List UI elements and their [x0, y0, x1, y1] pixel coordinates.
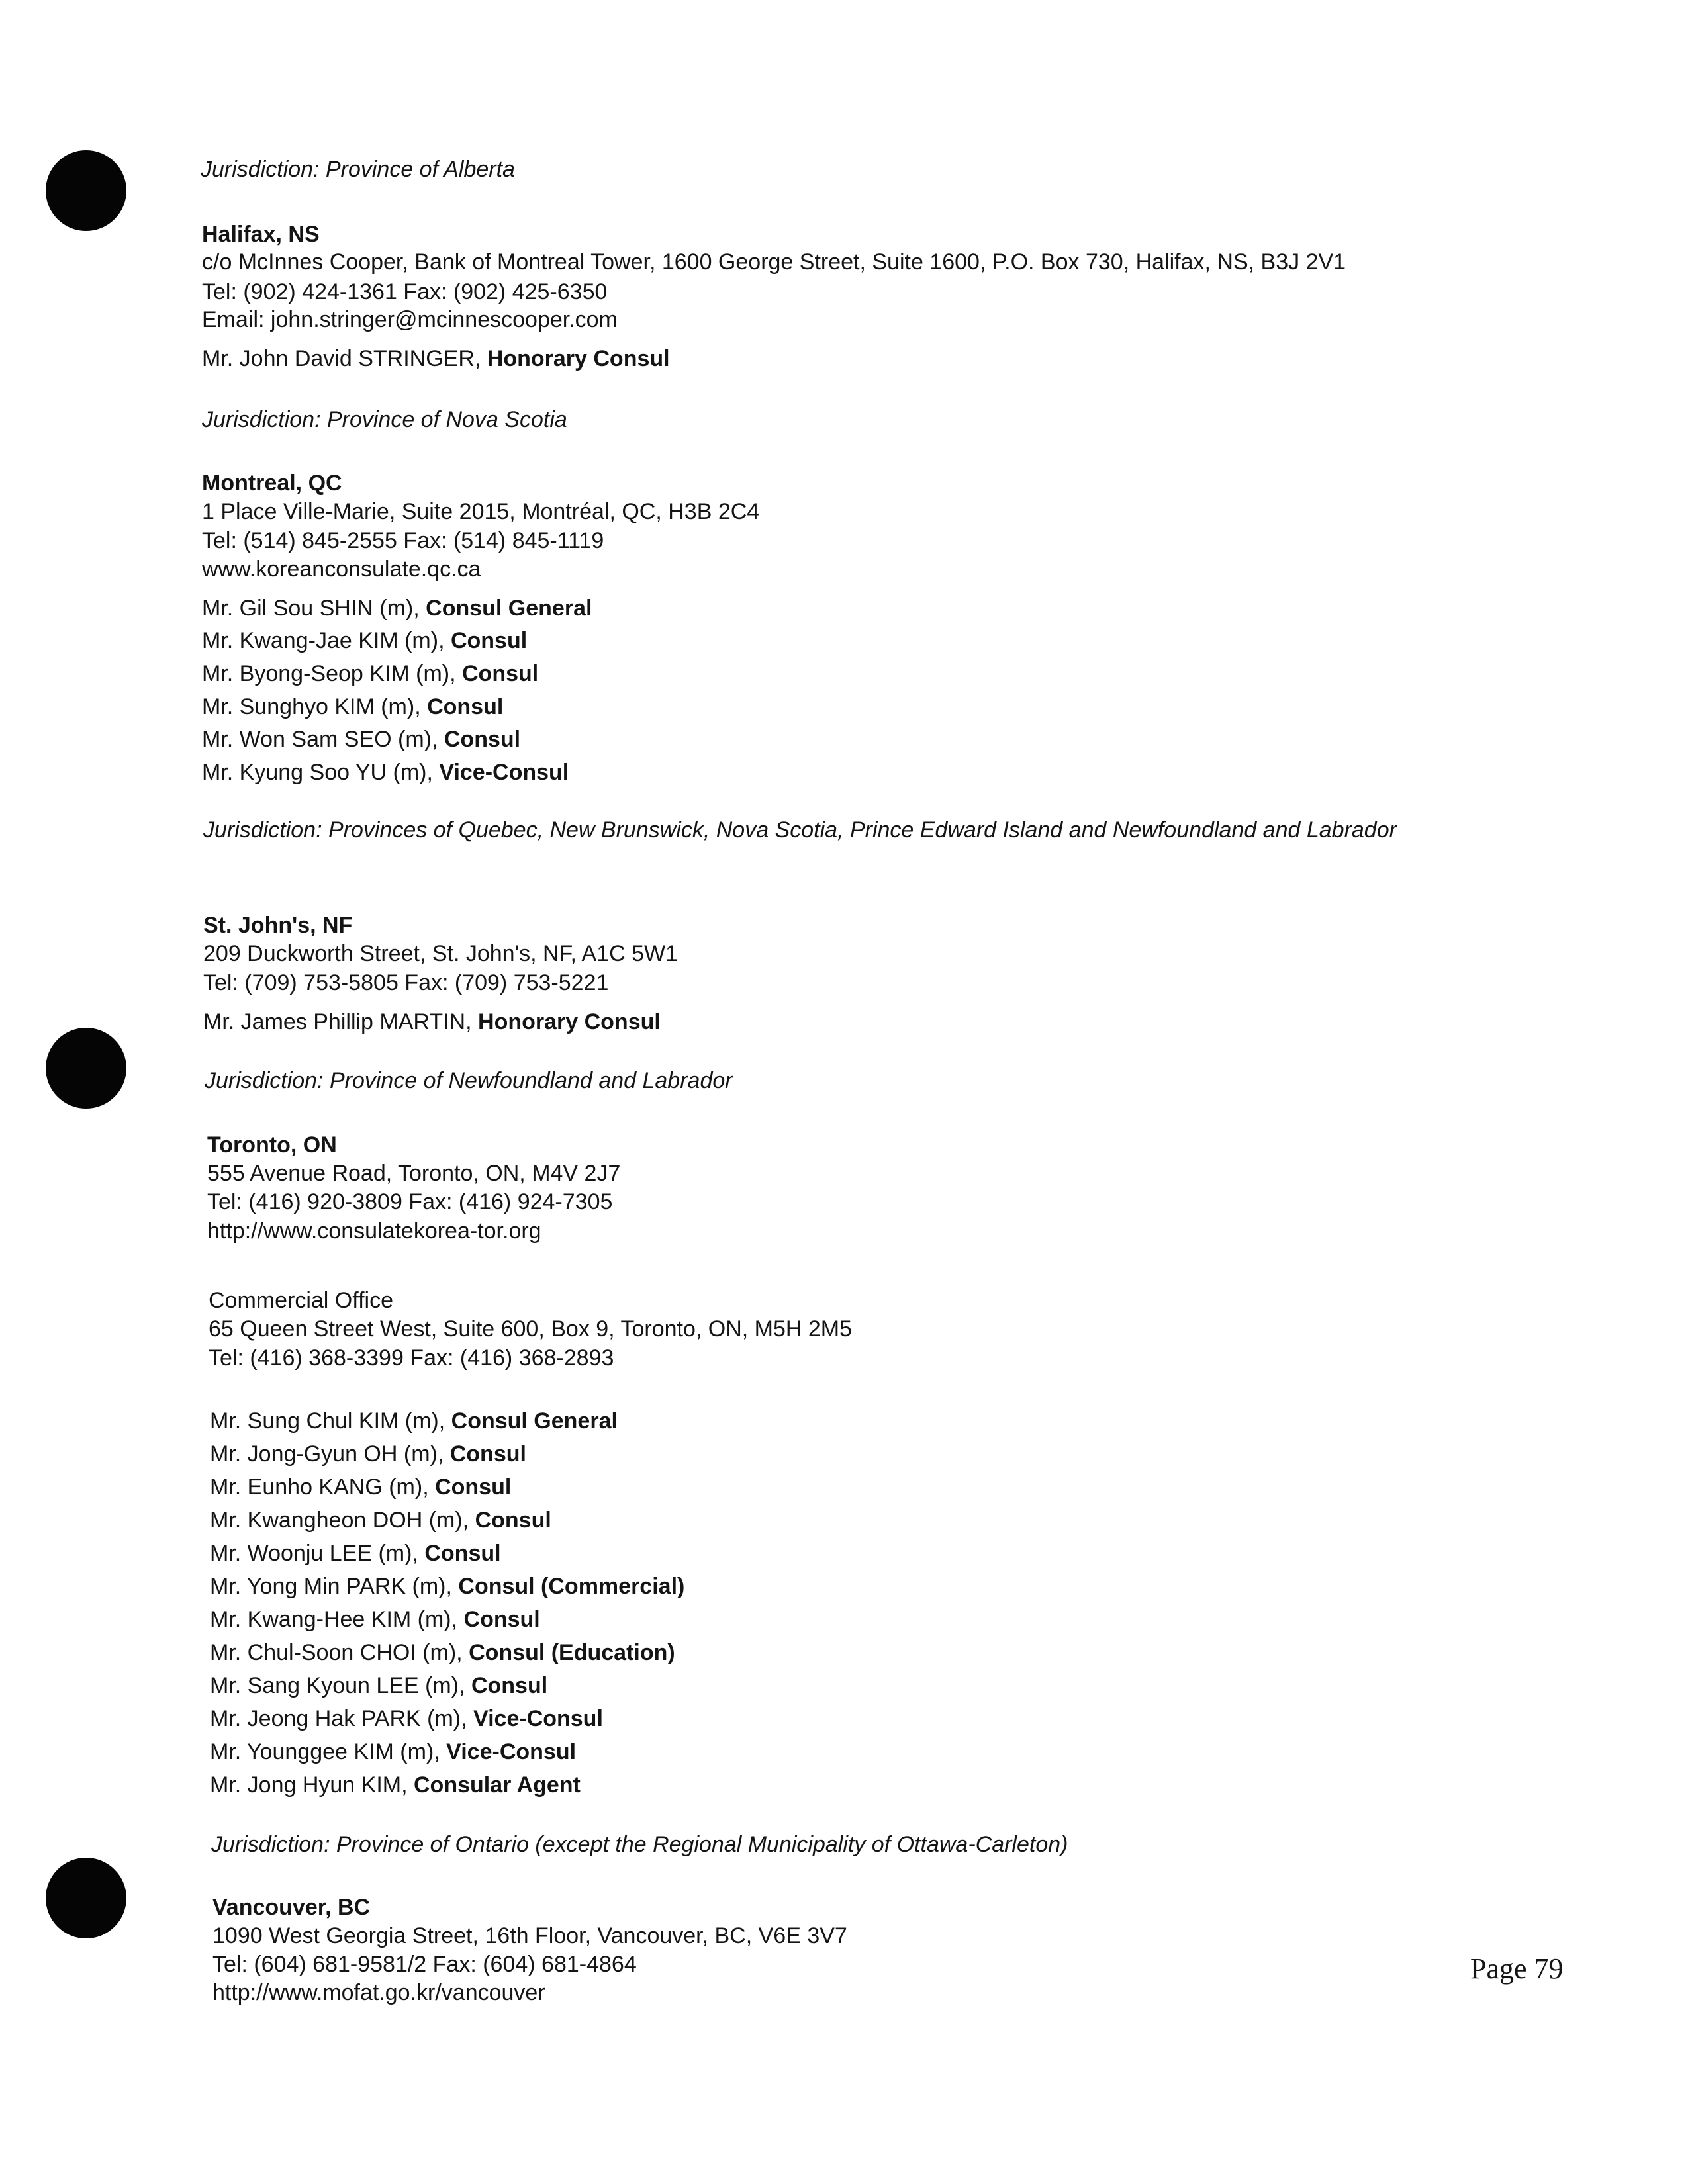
jurisdiction-nova-scotia: Jurisdiction: Province of Nova Scotia [202, 407, 567, 432]
halifax-email: Email: john.stringer@mcinnescooper.com [202, 307, 618, 332]
official-line [202, 662, 538, 685]
jurisdiction-ontario: Jurisdiction: Province of Ontario (except the Regional Municipality of Ottawa-Carleton) [211, 1832, 1068, 1857]
official-name: Mr. Eunho KANG (m), [210, 1475, 436, 1500]
official-name: Mr. Won Sam SEO (m), [202, 727, 444, 752]
halifax-phone: Tel: (902) 424-1361 Fax: (902) 425-6350 [202, 279, 608, 304]
official-line [210, 1707, 603, 1730]
official-title: Consul (Commercial) [458, 1574, 685, 1599]
official-name: Mr. James Phillip MARTIN, [203, 1009, 479, 1034]
official-name: Mr. Yong Min PARK (m), [210, 1574, 459, 1599]
official-title: Consular Agent [414, 1772, 581, 1797]
stjohns-address: 209 Duckworth Street, St. John's, NF, A1C 5W1 [203, 941, 679, 966]
official-name: Mr. Sunghyo KIM (m), [202, 694, 428, 719]
official-title: Consul [424, 1541, 501, 1566]
commercial-office-phone: Tel: (416) 368-3399 Fax: (416) 368-2893 [209, 1345, 614, 1371]
official-line [210, 1641, 675, 1664]
official-line [210, 1608, 540, 1631]
punch-hole-middle [46, 1028, 126, 1109]
official-line [210, 1476, 511, 1498]
official-line [210, 1741, 576, 1763]
official-name: Mr. Chul-Soon CHOI (m), [210, 1640, 469, 1665]
official-line [210, 1674, 547, 1697]
montreal-heading: Montreal, QC [202, 471, 342, 496]
jurisdiction-newfoundland: Jurisdiction: Province of Newfoundland and Labrador [205, 1068, 733, 1093]
halifax-official [202, 347, 670, 370]
official-title: Consul General [451, 1408, 618, 1433]
halifax-address: c/o McInnes Cooper, Bank of Montreal Tower, 1600 George Street, Suite 1600, P.O. Box 730, Halifax, NS, B3J 2V1 [202, 250, 1346, 275]
official-name: Mr. Kwang-Jae KIM (m), [202, 628, 451, 653]
official-line [210, 1509, 551, 1531]
official-name: Mr. Younggee KIM (m), [210, 1739, 447, 1764]
stjohns-phone: Tel: (709) 753-5805 Fax: (709) 753-5221 [203, 970, 609, 995]
toronto-website: http://www.consulatekorea-tor.org [207, 1218, 541, 1244]
official-title: Honorary Consul [478, 1009, 661, 1034]
official-title: Consul [475, 1508, 551, 1533]
official-title: Consul [449, 1441, 526, 1467]
punch-hole-bottom [46, 1858, 126, 1938]
official-name: Mr. Jong Hyun KIM, [210, 1772, 414, 1797]
official-name: Mr. Woonju LEE (m), [210, 1541, 425, 1566]
official-name: Mr. Sung Chul KIM (m), [210, 1408, 451, 1433]
montreal-address: 1 Place Ville-Marie, Suite 2015, Montréal, QC, H3B 2C4 [202, 499, 760, 524]
montreal-website: www.koreanconsulate.qc.ca [202, 557, 481, 582]
official-title: Consul (Education) [469, 1640, 675, 1665]
official-line [210, 1575, 684, 1598]
commercial-office-label: Commercial Office [209, 1288, 393, 1313]
jurisdiction-alberta: Jurisdiction: Province of Alberta [201, 157, 515, 182]
commercial-office-address: 65 Queen Street West, Suite 600, Box 9, Toronto, ON, M5H 2M5 [209, 1316, 853, 1342]
official-line [202, 728, 520, 751]
official-line [210, 1542, 501, 1565]
jurisdiction-quebec: Jurisdiction: Provinces of Quebec, New Brunswick, Nova Scotia, Prince Edward Island and Newfoundland and Labrador [203, 817, 1397, 842]
toronto-phone: Tel: (416) 920-3809 Fax: (416) 924-7305 [207, 1189, 613, 1214]
toronto-heading: Toronto, ON [207, 1132, 337, 1158]
halifax-heading: Halifax, NS [202, 222, 320, 247]
stjohns-official [203, 1011, 661, 1033]
official-name: Mr. John David STRINGER, [202, 346, 487, 371]
toronto-address: 555 Avenue Road, Toronto, ON, M4V 2J7 [207, 1161, 621, 1186]
official-title: Consul [462, 661, 539, 686]
official-title: Consul [444, 727, 521, 752]
official-line [202, 696, 503, 718]
official-title: Consul [427, 694, 504, 719]
vancouver-address: 1090 West Georgia Street, 16th Floor, Vancouver, BC, V6E 3V7 [212, 1923, 847, 1948]
official-title: Consul General [426, 596, 592, 621]
official-name: Mr. Kwangheon DOH (m), [210, 1508, 475, 1533]
official-name: Mr. Kyung Soo YU (m), [202, 760, 440, 785]
official-name: Mr. Kwang-Hee KIM (m), [210, 1607, 464, 1632]
official-title: Honorary Consul [487, 346, 670, 371]
official-title: Consul [435, 1475, 512, 1500]
official-title: Vice-Consul [446, 1739, 577, 1764]
stjohns-heading: St. John's, NF [203, 913, 353, 938]
page-number: Page 79 [1470, 1952, 1564, 1985]
vancouver-website: http://www.mofat.go.kr/vancouver [212, 1980, 545, 2005]
montreal-phone: Tel: (514) 845-2555 Fax: (514) 845-1119 [202, 528, 604, 553]
official-title: Consul [471, 1673, 548, 1698]
official-title: Consul [450, 628, 528, 653]
official-name: Mr. Jeong Hak PARK (m), [210, 1706, 474, 1731]
official-line [210, 1774, 581, 1796]
official-name: Mr. Sang Kyoun LEE (m), [210, 1673, 471, 1698]
official-line [210, 1410, 618, 1432]
vancouver-phone: Tel: (604) 681-9581/2 Fax: (604) 681-4864 [212, 1952, 637, 1977]
punch-hole-top [46, 150, 126, 231]
official-title: Vice-Consul [439, 760, 569, 785]
vancouver-heading: Vancouver, BC [212, 1895, 371, 1920]
official-line [202, 761, 569, 784]
official-line [210, 1443, 526, 1465]
official-name: Mr. Jong-Gyun OH (m), [210, 1441, 450, 1467]
official-line [202, 629, 527, 652]
official-title: Vice-Consul [473, 1706, 603, 1731]
official-line [202, 597, 592, 619]
official-title: Consul [463, 1607, 540, 1632]
official-name: Mr. Byong-Seop KIM (m), [202, 661, 462, 686]
official-name: Mr. Gil Sou SHIN (m), [202, 596, 426, 621]
